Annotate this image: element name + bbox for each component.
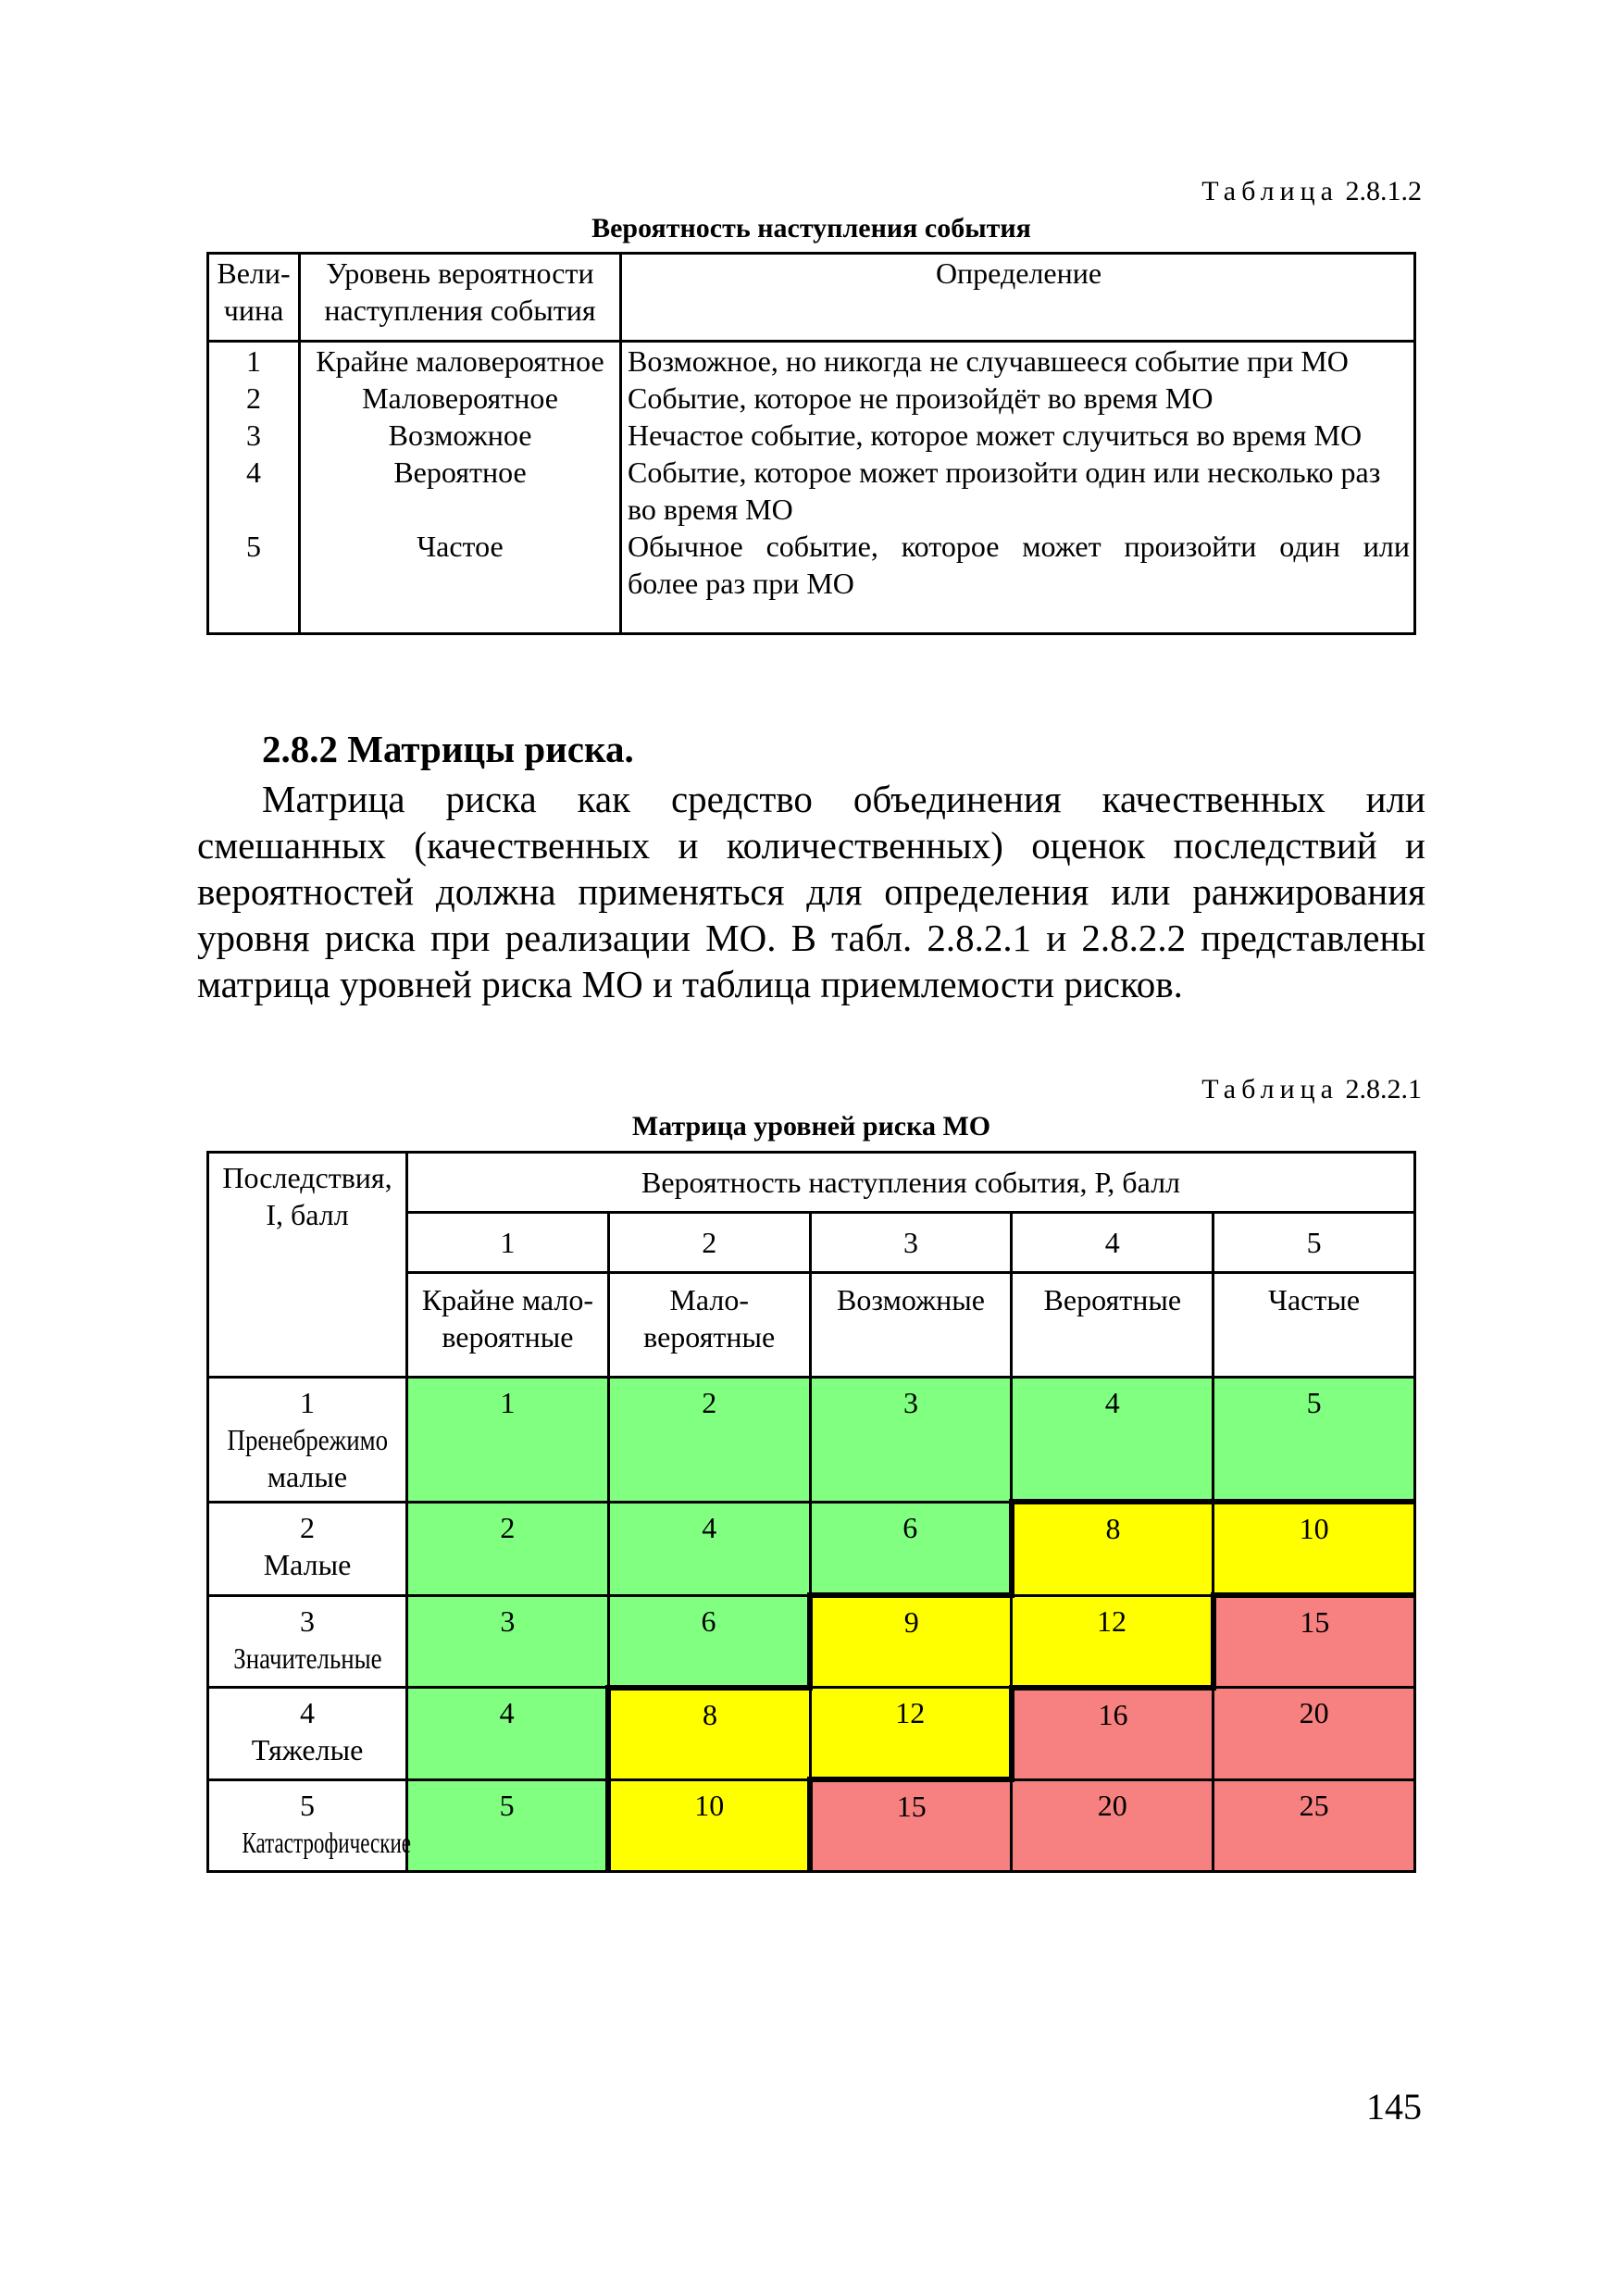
paragraph-line: Матрица риска как средство объединения качественных или bbox=[262, 778, 1425, 820]
matrix-number-value: 2.8.2.1 bbox=[1345, 1074, 1422, 1104]
definition-line: Событие, которое не произойдёт во время МО bbox=[628, 381, 1214, 415]
probability-table bbox=[206, 252, 1416, 635]
levels-column bbox=[300, 342, 621, 634]
section-paragraph bbox=[197, 776, 1425, 1007]
matrix-row bbox=[208, 1595, 1415, 1688]
table-body-row bbox=[208, 342, 1415, 634]
paragraph-line: вероятностей должна применяться для определения или ранжирования bbox=[197, 870, 1425, 913]
matrix-row bbox=[208, 1779, 1415, 1872]
definition-line: Возможное, но никогда не случавшееся событие при МО bbox=[628, 344, 1349, 378]
value-cell: 2 bbox=[246, 381, 261, 415]
risk-cell: 6 bbox=[810, 1502, 1012, 1595]
table-title: Вероятность наступления события bbox=[591, 213, 1031, 243]
risk-cell: 5 bbox=[1214, 1378, 1415, 1503]
matrix-row bbox=[208, 1688, 1415, 1780]
level-cell: Крайне маловероятное bbox=[316, 344, 604, 378]
risk-cell: 12 bbox=[810, 1688, 1012, 1780]
probability-score: 1 bbox=[407, 1213, 609, 1273]
definition-line: более раз при МО bbox=[628, 567, 854, 600]
risk-cell: 8 bbox=[608, 1688, 810, 1780]
risk-cell: 12 bbox=[1012, 1595, 1214, 1688]
level-cell: Маловероятное bbox=[362, 381, 558, 415]
header-value: Вели- чина bbox=[208, 254, 300, 342]
matrix-header-row bbox=[208, 1153, 1415, 1213]
probability-score: 3 bbox=[810, 1213, 1012, 1273]
definition-line: Нечастое событие, которое может случиться во время МО bbox=[628, 418, 1363, 452]
risk-cell: 10 bbox=[1214, 1502, 1415, 1595]
consequence-label: 2 Малые bbox=[208, 1502, 407, 1595]
matrix-number bbox=[1201, 1074, 1422, 1105]
value-cell: 1 bbox=[246, 344, 261, 378]
risk-cell: 15 bbox=[810, 1779, 1012, 1872]
risk-cell: 4 bbox=[1012, 1378, 1214, 1503]
risk-cell: 2 bbox=[608, 1378, 810, 1503]
probability-score: 5 bbox=[1214, 1213, 1415, 1273]
definition-line: во время МО bbox=[628, 493, 793, 526]
risk-cell: 4 bbox=[608, 1502, 810, 1595]
matrix-title: Матрица уровней риска МО bbox=[631, 1111, 991, 1142]
probability-label: Частые bbox=[1214, 1273, 1415, 1378]
paragraph-line: смешанных (качественных и количественных) оценок последствий и bbox=[197, 824, 1425, 867]
definitions-column bbox=[621, 342, 1415, 634]
risk-cell: 9 bbox=[810, 1595, 1012, 1688]
risk-cell: 8 bbox=[1012, 1502, 1214, 1595]
paragraph-line: матрица уровней риска МО и таблица приемлемости рисков. bbox=[197, 963, 1183, 1005]
level-cell: Возможное bbox=[388, 418, 532, 452]
value-cell: 3 bbox=[246, 418, 261, 452]
level-cell: Частое bbox=[417, 530, 504, 563]
consequence-label: 4 Тяжелые bbox=[208, 1688, 407, 1780]
consequence-label: 1 Пренебрежимо малые bbox=[208, 1378, 407, 1503]
risk-cell: 5 bbox=[407, 1779, 609, 1872]
risk-cell: 15 bbox=[1214, 1595, 1415, 1688]
definition-line: Обычное событие, которое может произойти один или bbox=[628, 530, 1410, 563]
table-number-value: 2.8.1.2 bbox=[1345, 176, 1422, 206]
level-cell: Вероятное bbox=[393, 455, 527, 489]
header-level: Уровень вероятности наступления события bbox=[300, 254, 621, 342]
risk-cell: 6 bbox=[608, 1595, 810, 1688]
probability-header: Вероятность наступления события, Р, балл bbox=[407, 1153, 1415, 1213]
risk-cell: 16 bbox=[1012, 1688, 1214, 1780]
matrix-number-label: Таблица bbox=[1201, 1074, 1338, 1104]
risk-cell: 3 bbox=[407, 1595, 609, 1688]
header-definition: Определение bbox=[621, 254, 1415, 342]
probability-score: 2 bbox=[608, 1213, 810, 1273]
section-heading: 2.8.2 Матрицы риска. bbox=[262, 728, 634, 770]
risk-cell: 10 bbox=[608, 1779, 810, 1872]
table-number bbox=[1201, 176, 1422, 207]
probability-score: 4 bbox=[1012, 1213, 1214, 1273]
consequence-label: 3 Значительные bbox=[208, 1595, 407, 1688]
matrix-row bbox=[208, 1502, 1415, 1595]
risk-matrix bbox=[206, 1151, 1416, 1873]
level-cell bbox=[301, 491, 619, 528]
table-number-label: Таблица bbox=[1201, 176, 1338, 206]
value-cell: 5 bbox=[246, 530, 261, 563]
risk-cell: 3 bbox=[810, 1378, 1012, 1503]
risk-cell: 20 bbox=[1012, 1779, 1214, 1872]
risk-cell: 1 bbox=[407, 1378, 609, 1503]
value-cell bbox=[209, 491, 298, 528]
paragraph-line: уровня риска при реализации МО. В табл. 2.8.2.1 и 2.8.2.2 представлены bbox=[197, 917, 1425, 959]
consequences-header: Последствия, I, балл bbox=[208, 1153, 407, 1378]
risk-cell: 25 bbox=[1214, 1779, 1415, 1872]
probability-label: Мало- вероятные bbox=[608, 1273, 810, 1378]
risk-cell: 20 bbox=[1214, 1688, 1415, 1780]
page-number: 145 bbox=[1366, 2086, 1422, 2128]
table-header-row bbox=[208, 254, 1415, 342]
probability-label: Возможные bbox=[810, 1273, 1012, 1378]
probability-label: Крайне мало- вероятные bbox=[407, 1273, 609, 1378]
risk-cell: 4 bbox=[407, 1688, 609, 1780]
matrix-row bbox=[208, 1378, 1415, 1503]
risk-cell: 2 bbox=[407, 1502, 609, 1595]
values-column bbox=[208, 342, 300, 634]
consequence-label: 5 Катастрофические bbox=[208, 1779, 407, 1872]
value-cell: 4 bbox=[246, 455, 261, 489]
definition-line: Событие, которое может произойти один или несколько раз bbox=[628, 455, 1381, 489]
probability-label: Вероятные bbox=[1012, 1273, 1214, 1378]
